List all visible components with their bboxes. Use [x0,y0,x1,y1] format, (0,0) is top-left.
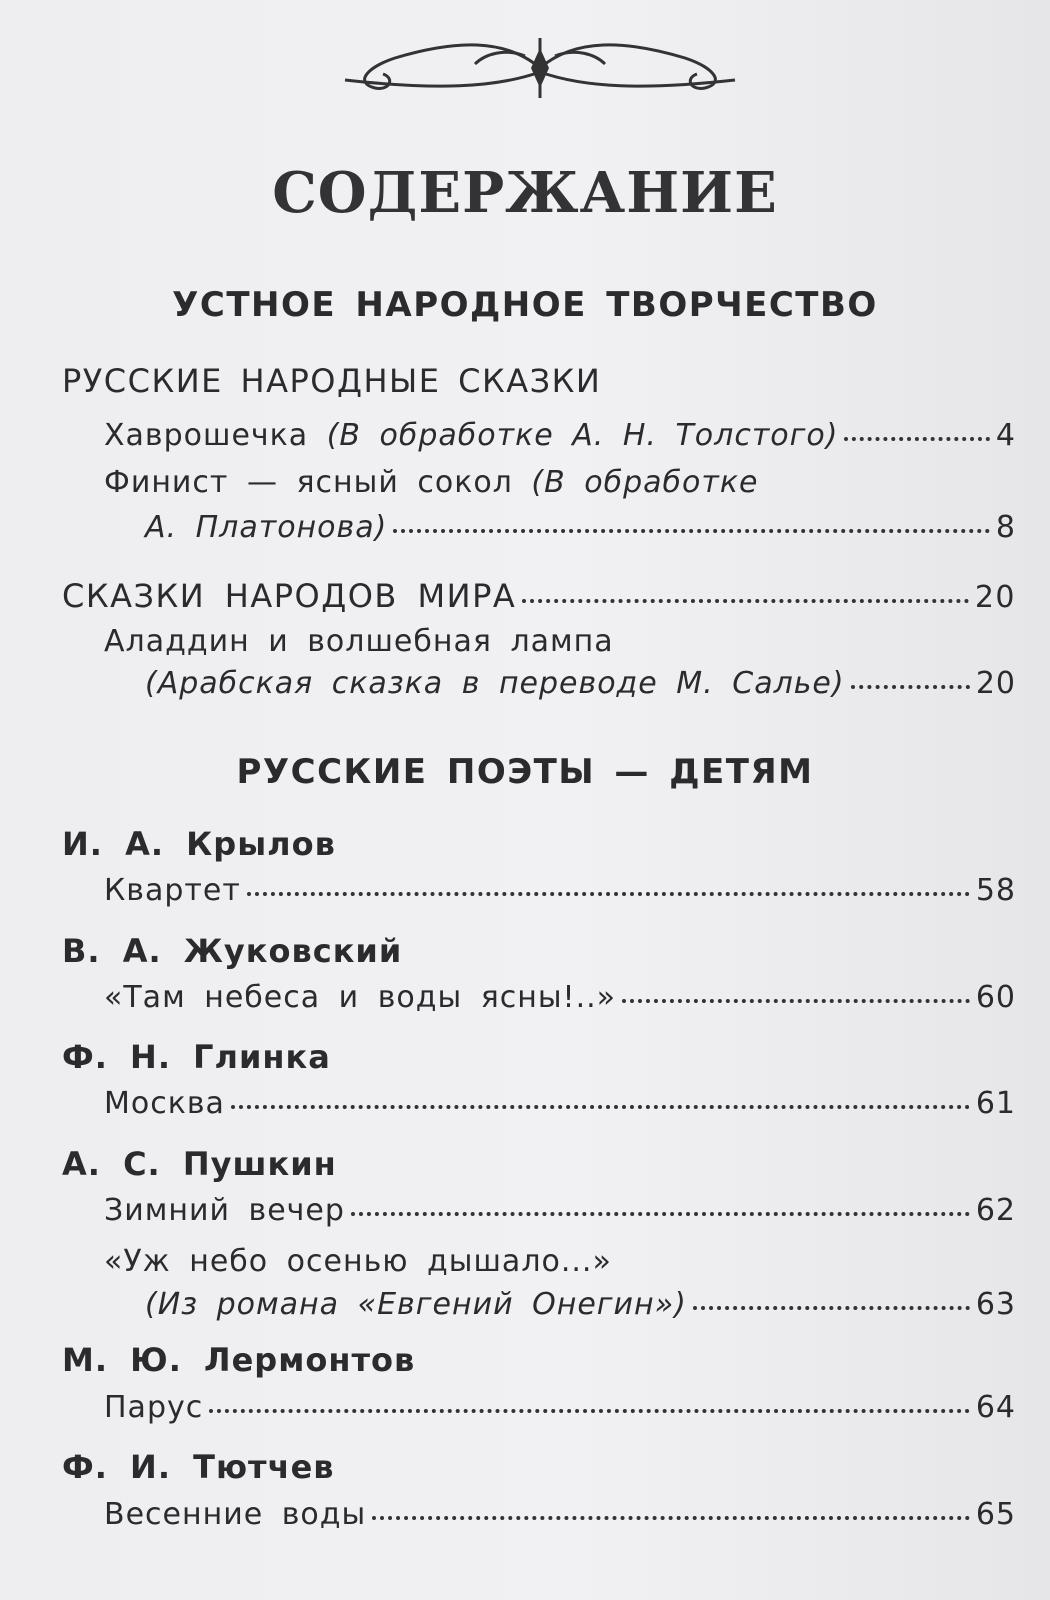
dot-leader [844,437,989,441]
author-name: И. А. Крылов [62,825,336,863]
ornament-divider [335,28,745,108]
page-number: 20 [974,580,1016,615]
author-name: Ф. И. Тютчев [62,1448,335,1486]
entry-title: Хаврошечка (В обработке А. Н. Толстого) [104,418,839,453]
dot-leader [247,892,970,896]
page-number: 64 [975,1390,1016,1425]
dot-leader [209,1409,970,1413]
entry-title: Весенние воды [104,1497,367,1532]
page-number: 62 [975,1193,1016,1228]
dot-leader [393,529,990,533]
part-heading-folk: УСТНОЕ НАРОДНОЕ ТВОРЧЕСТВО [172,285,878,325]
dot-leader [622,999,970,1003]
entry-note: (В обработке [531,465,759,500]
toc-entry[interactable] [104,1193,1016,1228]
dot-leader [351,1212,970,1216]
dot-leader [231,1105,970,1109]
section-world-tales: СКАЗКИ НАРОДОВ МИРА [62,577,517,615]
entry-title: «Уж небо осенью дышало...» [104,1244,612,1279]
page-title: СОДЕРЖАНИЕ [272,160,778,226]
entry-title: Парус [104,1390,204,1425]
dot-leader [693,1306,970,1310]
author-name: М. Ю. Лермонтов [62,1341,416,1379]
page-number: 65 [975,1497,1016,1532]
page-number: 61 [975,1086,1016,1121]
entry-title: «Там небеса и воды ясны!..» [104,980,617,1015]
section-russian-tales: РУССКИЕ НАРОДНЫЕ СКАЗКИ [62,362,602,400]
page-number: 4 [995,418,1016,453]
author-name: А. С. Пушкин [62,1145,337,1183]
entry-note: (В обработке А. Н. Толстого) [326,418,839,453]
author-name: Ф. Н. Глинка [62,1038,331,1076]
dot-leader [851,685,970,689]
toc-entry[interactable] [104,873,1016,908]
page-number: 60 [975,980,1016,1015]
toc-entry[interactable] [145,1287,1016,1322]
entry-note: (Из романа «Евгений Онегин») [145,1287,687,1322]
toc-entry[interactable] [104,418,1016,453]
author-name: В. А. Жуковский [62,932,403,970]
toc-section-entry[interactable] [62,577,1016,615]
toc-entry[interactable] [145,510,1016,545]
entry-title: Квартет [104,873,241,908]
dot-leader [372,1516,970,1520]
entry-title: Аладдин и волшебная лампа [104,624,614,659]
toc-entry[interactable] [104,1497,1016,1532]
page-number: 20 [975,666,1016,701]
toc-entry[interactable] [104,1390,1016,1425]
page-number: 58 [975,873,1016,908]
toc-entry[interactable] [145,666,1016,701]
entry-note: (Арабская сказка в переводе М. Салье) [145,666,845,701]
entry-title: Зимний вечер [104,1193,345,1228]
toc-entry[interactable] [104,980,1016,1015]
dot-leader [522,599,969,603]
part-heading-poets: РУССКИЕ ПОЭТЫ — ДЕТЯМ [236,752,814,792]
page-number: 8 [995,510,1016,545]
entry-note: А. Платонова) [145,510,388,545]
page-number: 63 [975,1287,1016,1322]
entry-title: Финист — ясный сокол (В обработке [104,465,759,500]
entry-title: Москва [104,1086,225,1121]
toc-entry[interactable] [104,1086,1016,1121]
